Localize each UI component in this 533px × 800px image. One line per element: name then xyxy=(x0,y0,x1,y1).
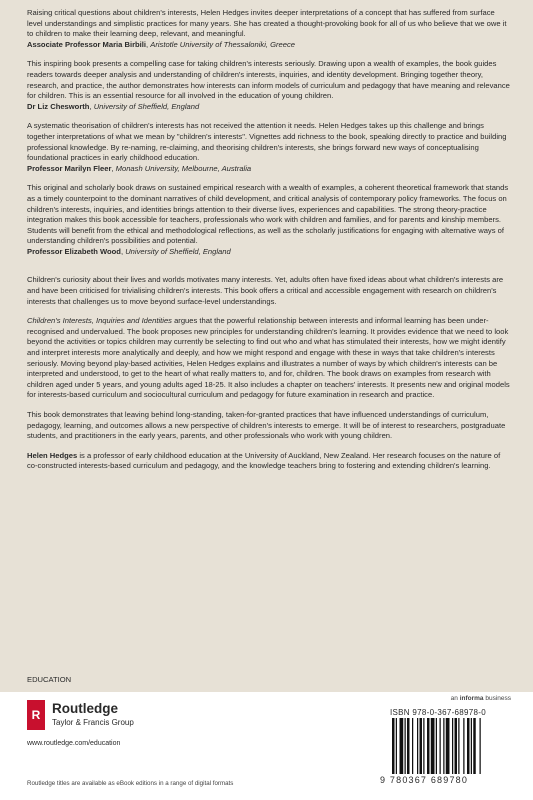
endorsement-3: A systematic theorisation of children's interests has not received the attention it needs. Helen Hedges takes up this challenge and brings together interpretations of what we mean by "children's interests". Vignettes add richness to the book, speaking directly to practice and building professional knowledge. By re-naming, re-claiming, and theorising children's interests, she brings forward new ways of conceptualising foundational practices in early childhood education. Professor Marilyn Fleer, Monash University, Melbourne, Australia xyxy=(27,121,511,174)
endorsement-text: This inspiring book presents a compelling case for taking children's interests seriously. Drawing upon a wealth of examples, the book guides readers towards deeper analysis and understanding of children's interests, inquiries, and identity development. Bringing together theory, research, and practice, the author demonstrates how interests can inform models of curriculum and pedagogy that have meaning and relevance for children. This is an essential resource for all involved in the education of young children. xyxy=(27,59,510,101)
endorser-name: Dr Liz Chesworth xyxy=(27,101,90,111)
endorsement-4: This original and scholarly book draws on sustained empirical research with a wealth of examples, a coherent theoretical framework that stands as a timely counterpoint to the dominant narratives of child development, and critical analysis of contemporary policy frameworks. The focus on children's interests, inquiries, and identities brings attention to their diverse lives, experiences and capabilities. The strong theory-practice integration makes this book accessible for teachers, professionals who work with children and families, and for parents and kinship members. Students will benefit from the ethical and methodological reflections, as well as the scholarly justifications for engaging with alternative ways of understanding children's possibilities and potential. Professor Elizabeth Wood, University of Sheffield, England xyxy=(27,183,511,257)
publisher-name: Routledge xyxy=(52,701,118,716)
endorser-name: Professor Elizabeth Wood xyxy=(27,246,121,256)
endorser-name: Associate Professor Maria Birbili xyxy=(27,39,147,49)
publisher-group: Taylor & Francis Group xyxy=(52,718,134,727)
author-name: Helen Hedges xyxy=(27,450,78,460)
endorsement-2: This inspiring book presents a compelling case for taking children's interests seriously. Drawing upon a wealth of examples, the book guides readers towards deeper analysis and understanding of children's interests, inquiries, and identity development. Bringing together theory, research, and practice, the author demonstrates how interests can inform models of curriculum and pedagogy that have meaning and relevance for children. This is an essential resource for all involved in the education of young children. Dr Liz Chesworth, University of Sheffield, England xyxy=(27,59,510,111)
isbn-label: ISBN 978-0-367-68978-0 xyxy=(390,708,486,717)
description-paragraph-2: Children's Interests, Inquiries and Identities argues that the powerful relationship between interests and informal learning has been under-recognised and undervalued. The book proposes new principles for understanding children's learning. It provides evidence that we need to look beyond the activities or topics children may currently be selecting to find out who and what has stimulated their interests, how we might identify and interpret interests more analytically and deeply, and how we might respond and engage with these in ways that take children's interests seriously. Moving beyond play-based activities, Helen Hedges explains and illustrates a number of ways by which children's interests can be interpreted and understood, to get to the heart of what really matters to, and for, children. The book draws on examples from research with children aged under 5 years, and young adults aged 18-25. It also includes a chapter on teachers' interests. It presents new and original models for interests-based curriculum and sociocultural curriculum and pedagogy for future examination in research and practice. xyxy=(27,316,510,400)
endorser-affiliation: University of Sheffield, England xyxy=(93,101,200,111)
informa-business-label: an informa business xyxy=(450,695,511,702)
endorser-name: Professor Marilyn Fleer xyxy=(27,163,112,173)
endorsement-text: A systematic theorisation of children's interests has not received the attention it needs. Helen Hedges takes up this challenge and brings together interpretations of what we mean by "children's interests". Vignettes add richness to the book, speaking directly to practice and building professional knowledge. By re-naming, re-claiming, and theorising children's interests, she brings forward new ways of conceptualising foundational practices in early childhood education. xyxy=(27,121,507,163)
book-title: Children's Interests, Inquiries and Identities xyxy=(27,316,172,326)
publisher-url: www.routledge.com/education xyxy=(27,740,121,747)
description-paragraph-3: This book demonstrates that leaving behind long-standing, taken-for-granted practices that have influenced understandings of curriculum, pedagogy, learning, and outcomes allows a new perspective of children's interests to emerge. It will be of interest to researchers, postgraduate students, and practitioners in the early years, parents, and other professionals who work with young children. xyxy=(27,410,506,441)
endorsement-1: Raising critical questions about children's interests, Helen Hedges invites deeper interpretations of a concept that has suffered from surface level understandings and simplistic practices for many years. She has created a thought-provoking book for all of us who believe that we owe it to children to make their learning deep, relevant, and meaningful. Associate Professor Maria Birbili, Aristotle University of Thessaloniki, Greece xyxy=(27,8,511,50)
author-bio: Helen Hedges is a professor of early childhood education at the University of Auckland, New Zealand. Her research focuses on the nature of co-constructed interests-based curriculum and pedagogy, and the knowledge teachers bring to fostering and extending children's learning. xyxy=(27,450,501,471)
back-cover-text xyxy=(27,8,511,481)
routledge-logo-icon: R xyxy=(27,700,45,730)
endorser-affiliation: University of Sheffield, England xyxy=(125,246,231,256)
subject-category: EDUCATION xyxy=(27,675,72,684)
ebook-note: Routledge titles are available as eBook editions in a range of digital formats xyxy=(27,780,234,787)
endorsement-text: Raising critical questions about children's interests, Helen Hedges invites deeper interpretations of a concept that has suffered from surface level understandings and simplistic practices for many years. She has created a thought-provoking book for all of us who believe that we owe it to children to make their learning deep, relevant, and meaningful. xyxy=(27,8,507,39)
barcode-icon xyxy=(390,718,510,774)
endorser-affiliation: Monash University, Melbourne, Australia xyxy=(115,163,252,173)
endorser-affiliation: Aristotle University of Thessaloniki, Greece xyxy=(150,39,296,49)
barcode-digits: 9 780367 689780 xyxy=(380,775,469,785)
endorsement-text: This original and scholarly book draws on sustained empirical research with a wealth of examples, a coherent theoretical framework that stands as a timely counterpoint to the dominant narratives of child development, and critical analysis of contemporary policy frameworks. The focus on children's interests, inquiries, and identities brings attention to their diverse lives, experiences and capabilities. The strong theory-practice integration makes this book accessible for teachers, professionals who work with children and families, and for parents and kinship members. Students will benefit from the ethical and methodological reflections, as well as the scholarly justifications for engaging with alternative ways of understanding children's possibilities and potential. xyxy=(27,183,509,246)
description-paragraph-1: Children's curiosity about their lives and worlds motivates many interests. Yet, adults often have fixed ideas about what children's interests are and have been criticised for trivialising children's interests. This book offers a critical and accessible engagement with research on children's interests that challenges us to move beyond surface-level understandings. xyxy=(27,275,504,306)
